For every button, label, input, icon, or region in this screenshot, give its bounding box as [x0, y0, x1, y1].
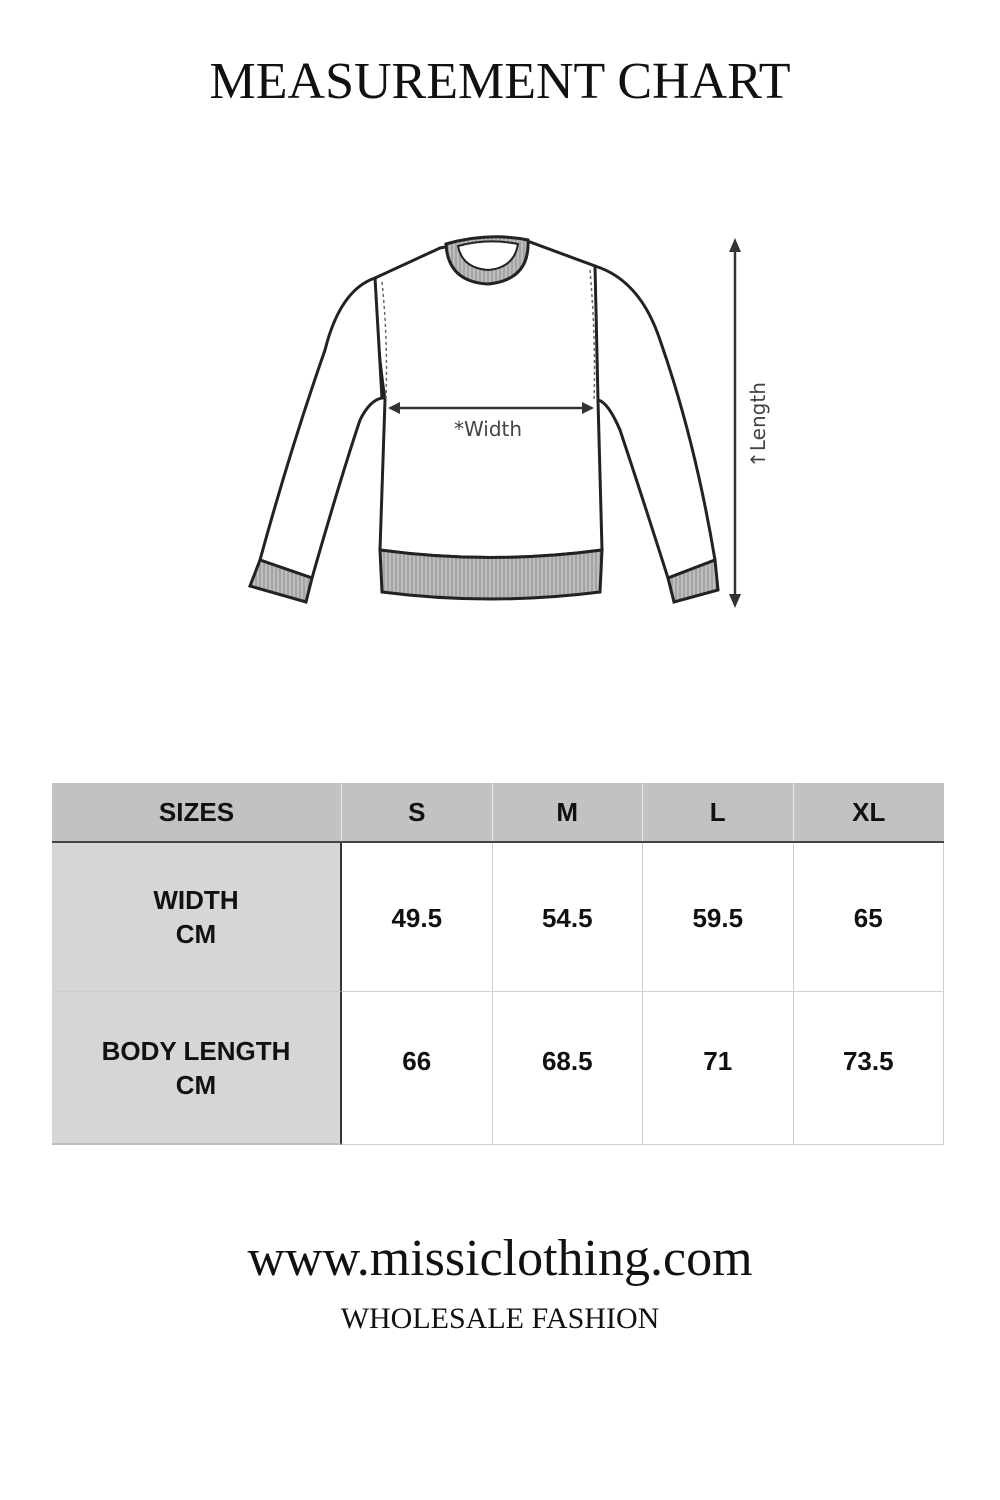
sweatshirt-icon	[230, 220, 790, 620]
width-value-s: 49.5	[342, 843, 493, 992]
sizes-header: SIZES	[52, 783, 342, 841]
size-header-l: L	[643, 783, 794, 841]
row-label-width-line1: WIDTH	[153, 885, 239, 915]
website-url: www.missiclothing.com	[247, 1230, 753, 1287]
row-label-body-length-line1: BODY LENGTH	[101, 1035, 291, 1066]
row-label-width-line2: CM	[175, 919, 217, 949]
table-row-body-length	[52, 992, 944, 1145]
length-label: ↑Length	[746, 382, 770, 468]
width-label: *Width	[453, 417, 523, 441]
length-value-l: 71	[643, 992, 794, 1145]
length-value-xl: 73.5	[794, 992, 945, 1145]
page-title: MEASUREMENT CHART	[209, 53, 791, 110]
length-value-s: 66	[342, 992, 493, 1145]
width-value-xl: 65	[794, 843, 945, 992]
size-header-xl: XL	[852, 797, 886, 827]
table-row-width	[52, 841, 944, 992]
width-value-l: 59.5	[643, 843, 794, 992]
length-value-m: 68.5	[493, 992, 644, 1145]
sweatshirt-illustration	[230, 220, 790, 620]
size-header-m: M	[493, 783, 644, 841]
size-table	[52, 783, 944, 1145]
tagline: WHOLESALE FASHION	[340, 1302, 660, 1335]
width-value-m: 54.5	[493, 843, 644, 992]
size-header-s: S	[342, 783, 493, 841]
row-label-body-length-line2: CM	[175, 1069, 217, 1100]
row-label-body-length	[52, 992, 342, 1145]
row-label-width	[52, 843, 342, 992]
table-header-row	[52, 783, 944, 841]
